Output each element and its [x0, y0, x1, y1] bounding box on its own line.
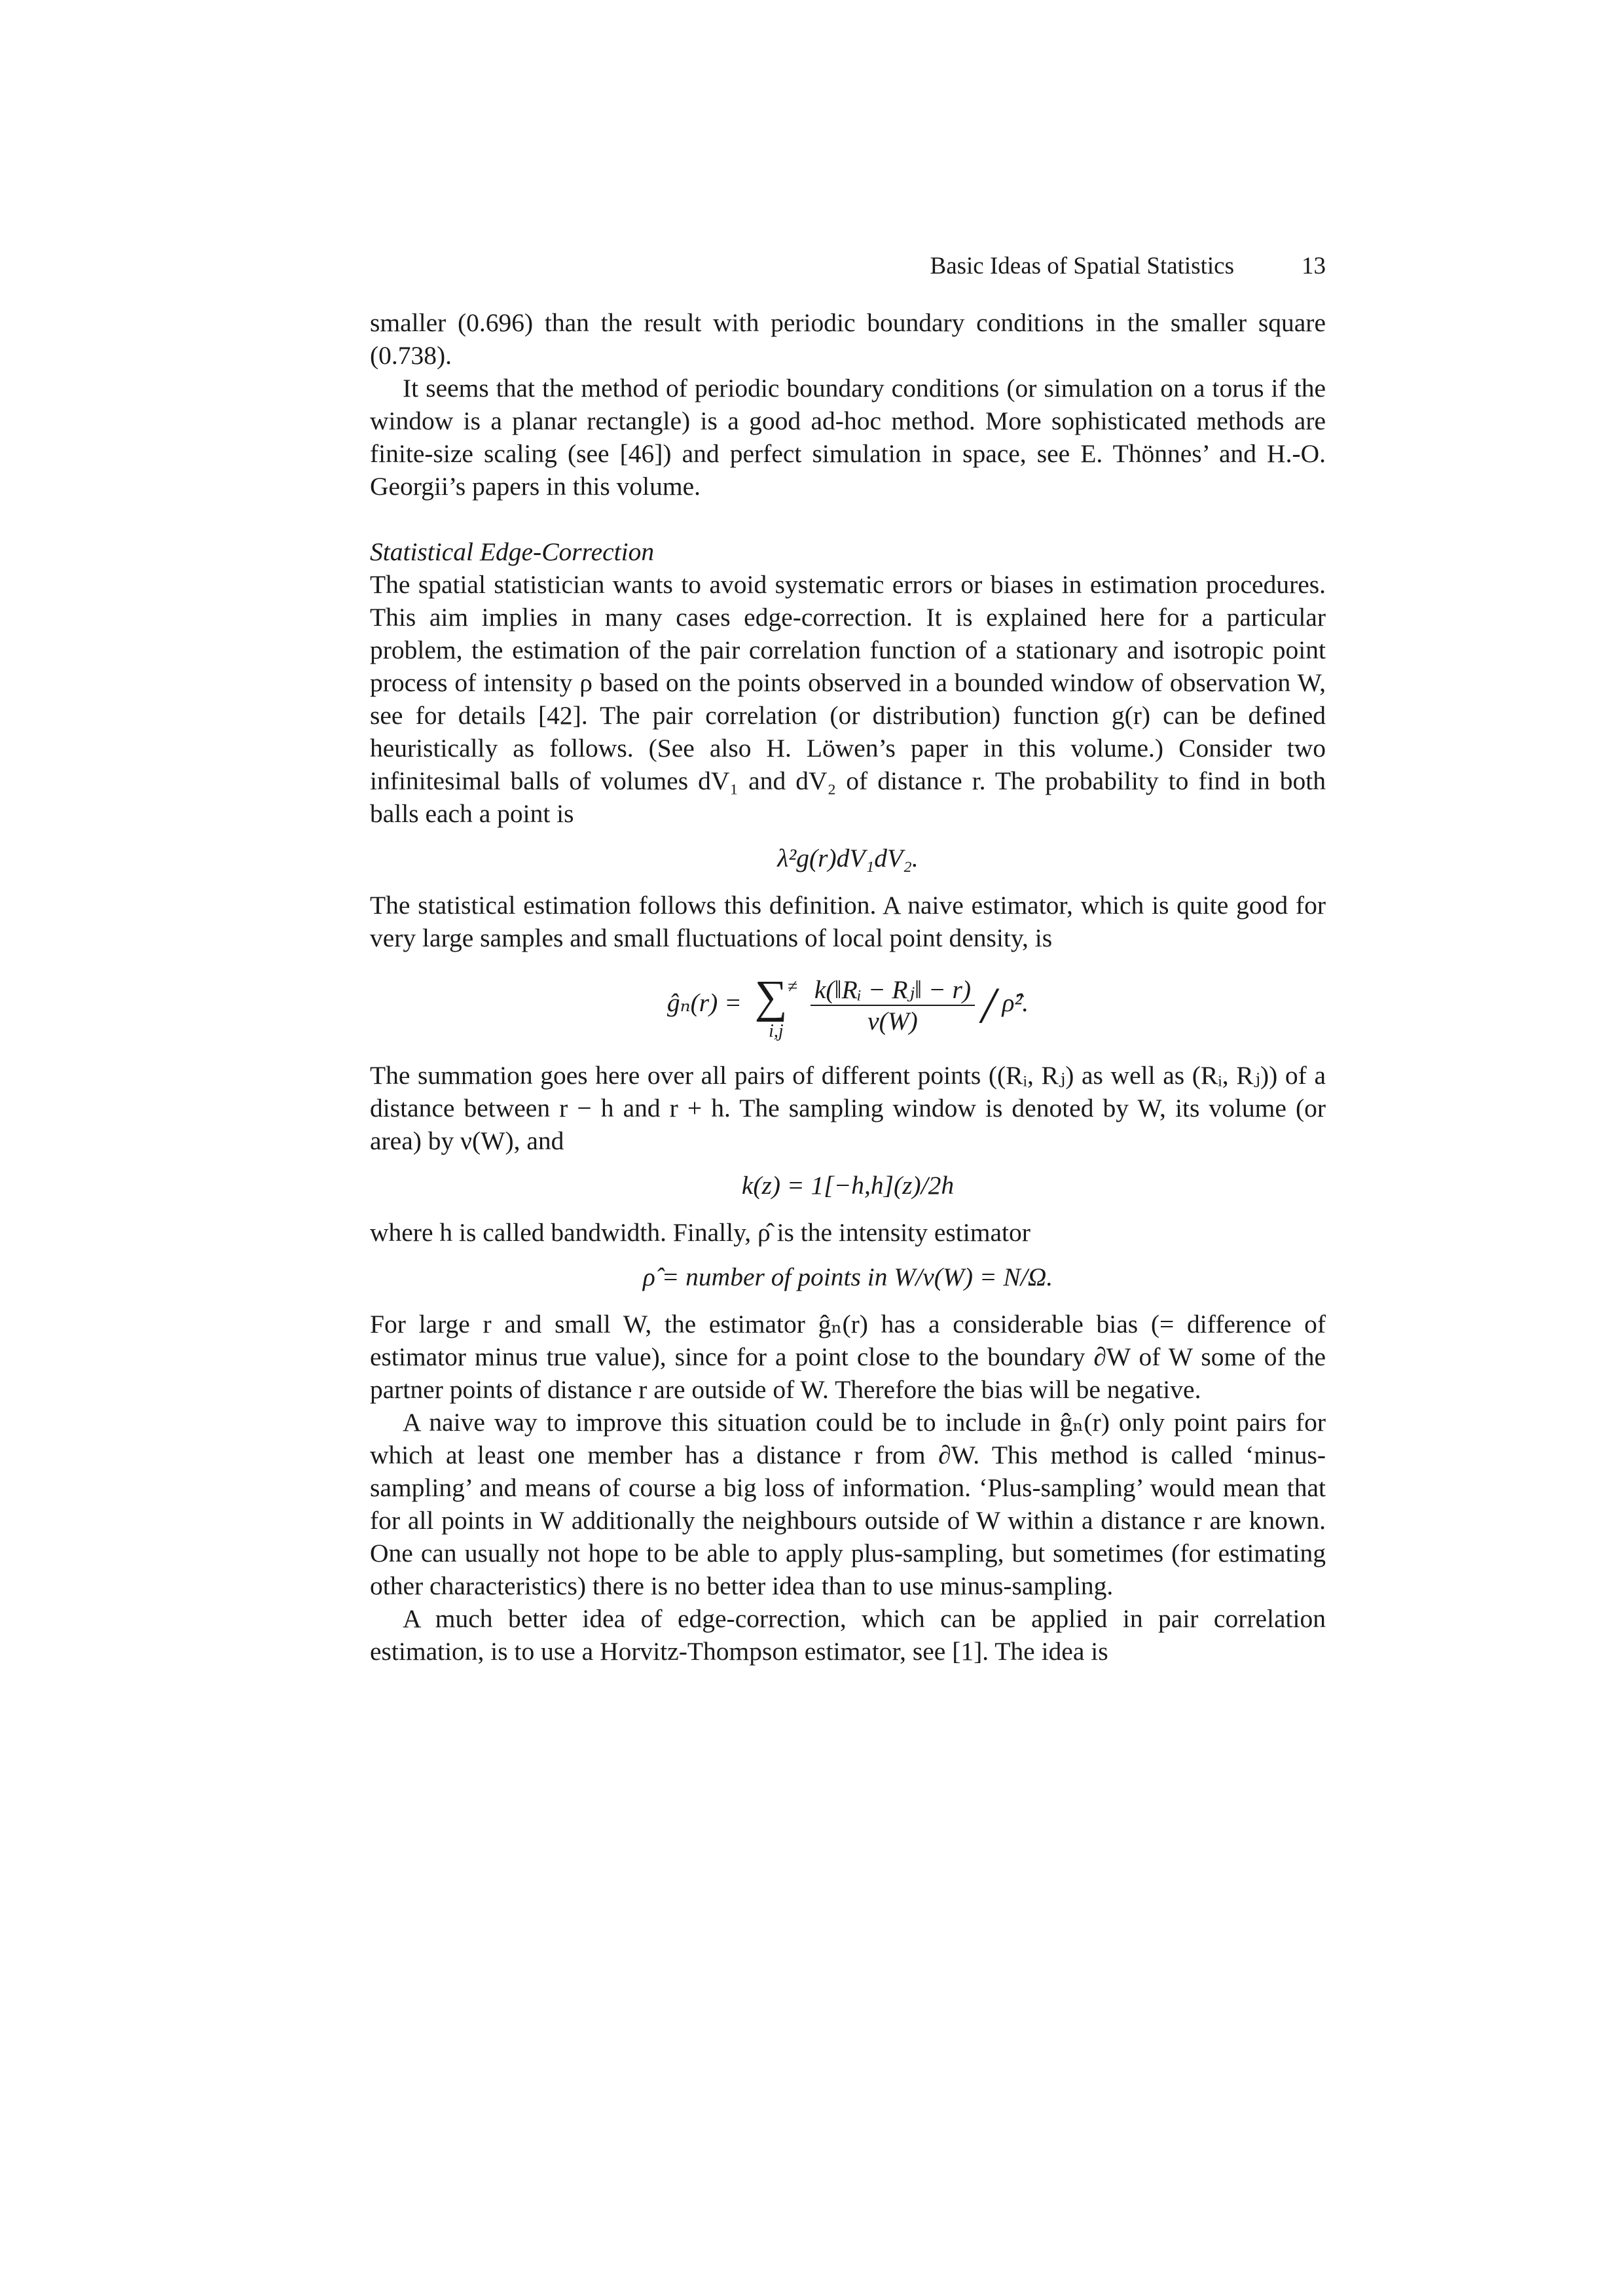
paragraph-5: The summation goes here over all pairs of different points ((Rᵢ, Rⱼ) as well as (Rᵢ, Rⱼ)) of a distance between r − h and r + h. The sampling window is denoted by W, its volume (or area) by ν(W), and	[370, 1061, 1326, 1155]
summation-symbol	[755, 966, 797, 1045]
eq2-sum-sub: i,j	[769, 1021, 784, 1041]
eq2-tail: ρ̂².	[1002, 988, 1029, 1018]
paragraph-8: A naive way to improve this situation could be to include in ĝₙ(r) only point pairs for which at least one member has a distance r from ∂W. This method is called ‘minus-sampling’ and means of course a big loss of information. ‘Plus-sampling’ would mean that for all points in W additionally the neighbours outside of W within a distance r are known. One can usually not hope to be able to apply plus-sampling, but sometimes (for estimating other characteristics) there is no better idea than to use minus-sampling.	[370, 1408, 1326, 1600]
page-body	[370, 306, 1326, 1668]
running-title: Basic Ideas of Spatial Statistics	[930, 253, 1234, 279]
paragraph-4: The statistical estimation follows this definition. A naive estimator, which is quite good for very large samples and small fluctuations of local point density, is	[370, 891, 1326, 952]
equation-pair-probability: λ²g(r)dV₁dV₂.	[777, 844, 919, 872]
equation-intensity-estimator: ρ̂ = number of points in W/ν(W) = N/Ω.	[642, 1263, 1053, 1291]
eq2-lhs: ĝₙ(r) =	[666, 988, 742, 1018]
sigma-glyph: ∑≠	[754, 972, 797, 1022]
eq2-numerator: k(‖Rᵢ − Rⱼ‖ − r)	[811, 975, 975, 1006]
paragraph-9: A much better idea of edge-correction, which can be applied in pair correlation estimation, is to use a Horvitz-Thompson estimator, see [1]. The idea is	[370, 1604, 1326, 1666]
equation-naive-estimator	[370, 966, 1326, 1045]
section-heading: Statistical Edge-Correction	[370, 537, 655, 566]
eq2-sum-sup: ≠	[787, 977, 797, 997]
paragraph-3: The spatial statistician wants to avoid systematic errors or biases in estimation procedures. This aim implies in many cases edge-correction. It is explained here for a particular problem, the estimation of the pair correlation function of a stationary and isotropic point process of intensity ρ based on the points observed in a bounded window of observation W, see for details [42]. The pair correlation (or distribution) function g(r) can be defined heuristically as follows. (See also H. Löwen’s paper in this volume.) Consider two infinitesimal balls of volumes dV₁ and dV₂ of distance r. The probability to find in both balls each a point is	[370, 570, 1326, 828]
equation-kernel: k(z) = 1[−h,h](z)/2h	[741, 1171, 955, 1200]
eq2-slash: /	[981, 977, 996, 1033]
paragraph-2: It seems that the method of periodic boundary conditions (or simulation on a torus if the window is a planar rectangle) is a good ad-hoc method. More sophisticated methods are finite-size scaling (see [46]) and perfect simulation in space, see E. Thönnes’ and H.-O. Georgii’s papers in this volume.	[370, 374, 1326, 501]
paragraph-6: where h is called bandwidth. Finally, ρ̂ is the intensity estimator	[370, 1218, 1030, 1247]
page-number: 13	[1302, 253, 1326, 279]
eq2-denominator: ν(W)	[867, 1007, 918, 1035]
paragraph-1: smaller (0.696) than the result with periodic boundary conditions in the smaller square (0.738).	[370, 308, 1326, 370]
page-header	[370, 250, 1326, 283]
eq2-fraction	[811, 975, 975, 1036]
paragraph-7: For large r and small W, the estimator ĝₙ(r) has a considerable bias (= difference of estimator minus true value), since for a point close to the boundary ∂W of W some of the partner points of distance r are outside of W. Therefore the bias will be negative.	[370, 1310, 1326, 1404]
